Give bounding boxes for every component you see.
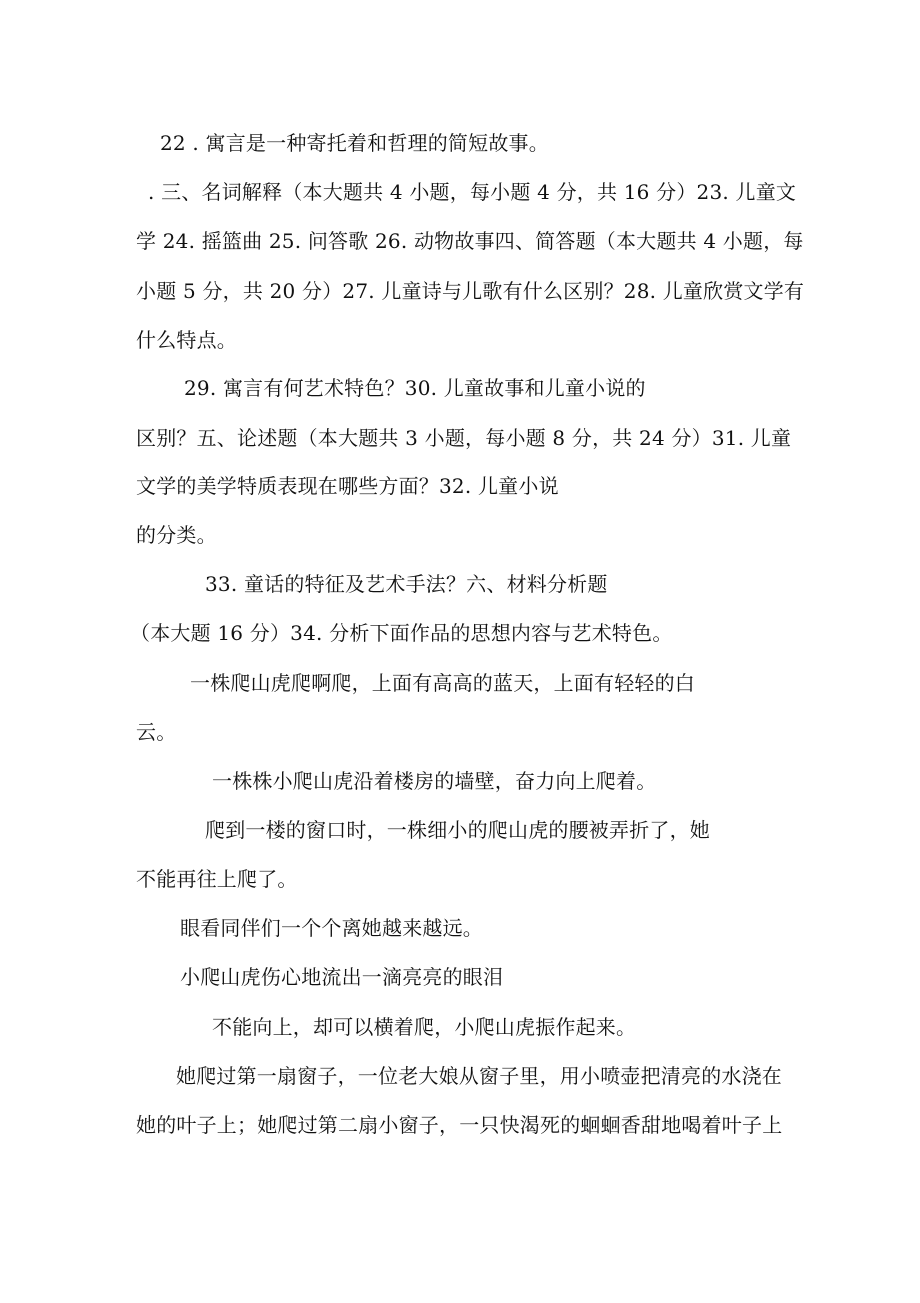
text-line-section-three: . 三、名词解释（本大题共 4 小题，每小题 4 分，共 16 分）23. 儿童文 <box>148 180 797 204</box>
poem-line: 眼看同伴们一个个离她越来越远。 <box>180 916 483 940</box>
poem-line: 小爬山虎伤心地流出一滴亮亮的眼泪 <box>180 965 504 989</box>
text-line: 小题 5 分，共 20 分）27. 儿童诗与儿歌有什么区别？28. 儿童欣赏文学有 <box>136 279 805 303</box>
text-line: 学 24. 摇篮曲 25. 问答歌 26. 动物故事四、简答题（本大题共 4 小题，每 <box>136 229 804 253</box>
poem-line: 她的叶子上；她爬过第二扇小窗子，一只快渴死的蛔蛔香甜地喝着叶子上 <box>136 1113 783 1137</box>
text-line: 什么特点。 <box>136 328 237 352</box>
text-line: 的分类。 <box>136 523 217 547</box>
text-line-q33: 33. 童话的特征及艺术手法？六、材料分析题 <box>205 572 608 596</box>
poem-line: 一株爬山虎爬啊爬，上面有高高的蓝天，上面有轻轻的白 <box>190 671 695 695</box>
text-line-section-five: 区别？五、论述题（本大题共 3 小题，每小题 8 分，共 24 分）31. 儿童 <box>136 426 792 450</box>
text-line-q29: 29. 寓言有何艺术特色？30. 儿童故事和儿童小说的 <box>184 376 646 400</box>
poem-line: 她爬过第一扇窗子，一位老大娘从窗子里，用小喷壶把清亮的水浇在 <box>176 1064 782 1088</box>
poem-line: 爬到一楼的窗口时，一株细小的爬山虎的腰被弄折了，她 <box>205 818 710 842</box>
poem-line: 一株株小爬山虎沿着楼房的墙壁，奋力向上爬着。 <box>212 769 657 793</box>
poem-line: 不能再往上爬了。 <box>136 867 298 891</box>
poem-line: 不能向上，却可以横着爬，小爬山虎振作起来。 <box>212 1015 637 1039</box>
text-line-q22: 22 . 寓言是一种寄托着和哲理的简短故事。 <box>160 131 549 155</box>
poem-line: 云。 <box>136 720 177 744</box>
text-line: 文学的美学特质表现在哪些方面？32. 儿童小说 <box>136 474 559 498</box>
text-line-q34: （本大题 16 分）34. 分析下面作品的思想内容与艺术特色。 <box>130 621 673 645</box>
